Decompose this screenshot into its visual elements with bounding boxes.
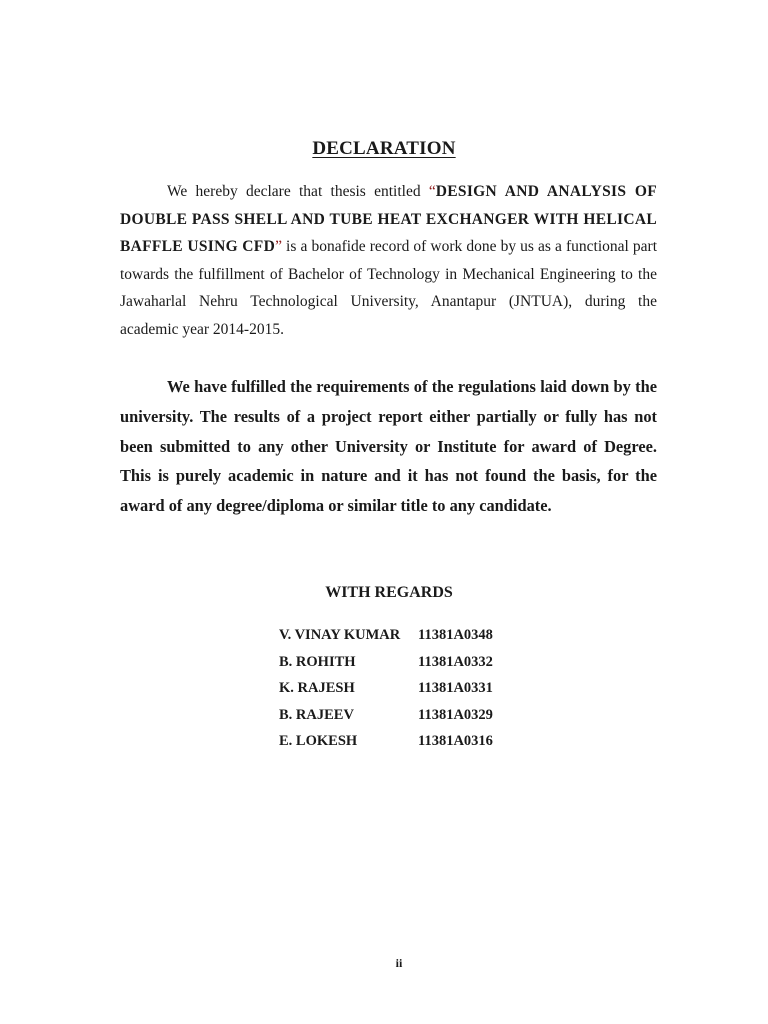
member-name: K. RAJESH	[279, 680, 355, 696]
declaration-intro: We hereby declare that thesis entitled	[167, 183, 429, 200]
member-roll-number: 11381A0332	[418, 653, 493, 670]
declaration-rest: is a bonafide record of work done by us as a functional part towards the fulfillment of Bachelor of Technology in Mechanical Engineering to the Jawaharlal Nehru Technological University, Anantapur (JNTUA), during the academic year 2014-2015.	[120, 238, 658, 338]
member-roll-number: 11381A0316	[418, 733, 493, 749]
regards-heading: WITH REGARDS	[325, 584, 453, 601]
quote-close: ”	[275, 238, 282, 256]
member-row	[279, 649, 493, 676]
member-name: V. VINAY KUMAR	[279, 627, 401, 643]
quote-open: “	[428, 183, 436, 200]
member-roll-number: 11381A0331	[418, 680, 493, 696]
page-title: DECLARATION	[312, 138, 456, 159]
members-list	[279, 622, 493, 755]
member-row	[279, 728, 493, 755]
member-row	[279, 622, 493, 649]
member-roll-number: 11381A0348	[418, 627, 493, 643]
member-name: B. RAJEEV	[279, 706, 354, 723]
member-roll-number: 11381A0329	[418, 706, 493, 723]
requirements-paragraph: We have fulfilled the requirements of the regulations laid down by the university. The results of a project report either partially or fully has not been submitted to any other University or Institute for award of Degree. This is purely academic in nature and it has not found the basis, for the award of any degree/diploma or similar title to any candidate.	[120, 377, 657, 516]
page-number: ii	[395, 956, 403, 970]
declaration-paragraph	[120, 178, 657, 344]
member-name: B. ROHITH	[279, 653, 356, 670]
thesis-title: DESIGN AND ANALYSIS OF DOUBLE PASS SHELL AND TUBE HEAT EXCHANGER WITH HELICAL BAFFLE USING CFD	[120, 183, 657, 256]
member-name: E. LOKESH	[279, 733, 358, 749]
member-row	[279, 702, 493, 729]
member-row	[279, 675, 493, 702]
